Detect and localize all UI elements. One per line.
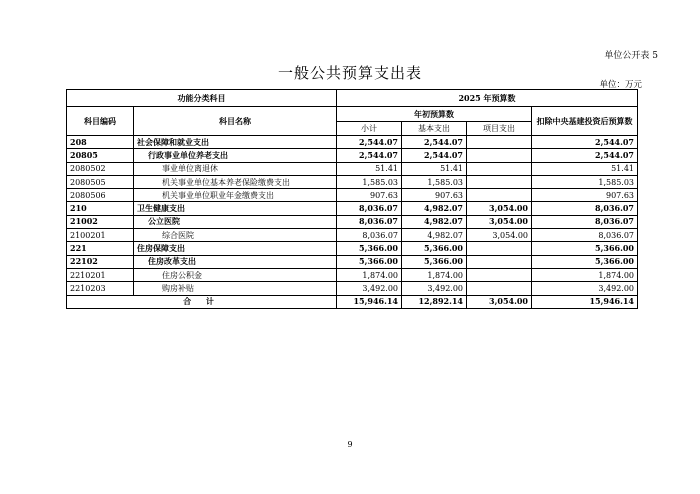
- row-code: 21002: [67, 215, 134, 228]
- header-year-budget: 2025 年预算数: [337, 90, 638, 107]
- total-subtotal: 15,946.14: [337, 295, 402, 308]
- header-basic: 基本支出: [402, 122, 467, 136]
- row-basic: 51.41: [402, 162, 467, 175]
- row-code: 221: [67, 242, 134, 255]
- row-excl: 907.63: [532, 189, 638, 202]
- table-row: [67, 149, 638, 162]
- header-subtotal: 小计: [337, 122, 402, 136]
- row-code: 210: [67, 202, 134, 215]
- row-subtotal: 2,544.07: [337, 136, 402, 149]
- row-excl: 2,544.07: [532, 149, 638, 162]
- row-name: 公立医院: [134, 215, 337, 228]
- row-name: 机关事业单位职业年金缴费支出: [134, 189, 337, 202]
- header-project: 项目支出: [467, 122, 532, 136]
- header-excl-central: 扣除中央基建投资后预算数: [532, 107, 638, 136]
- row-subtotal: 5,366.00: [337, 242, 402, 255]
- page-title: 一般公共预算支出表: [277, 64, 422, 82]
- table-row: [67, 268, 638, 281]
- row-basic: 2,544.07: [402, 149, 467, 162]
- row-subtotal: 2,544.07: [337, 149, 402, 162]
- row-excl: 8,036.07: [532, 215, 638, 228]
- row-project: [467, 136, 532, 149]
- row-name: 机关事业单位基本养老保险缴费支出: [134, 175, 337, 188]
- row-code: 208: [67, 136, 134, 149]
- header-initial-budget: 年初预算数: [337, 107, 532, 122]
- row-project: 3,054.00: [467, 202, 532, 215]
- total-row: [67, 295, 638, 308]
- row-project: [467, 189, 532, 202]
- row-subtotal: 3,492.00: [337, 282, 402, 295]
- total-project: 3,054.00: [467, 295, 532, 308]
- unit-label: 单位：万元: [599, 80, 642, 90]
- row-code: 20805: [67, 149, 134, 162]
- total-excl: 15,946.14: [532, 295, 638, 308]
- row-basic: 1,874.00: [402, 268, 467, 281]
- row-name: 事业单位离退休: [134, 162, 337, 175]
- row-project: [467, 282, 532, 295]
- row-name: 综合医院: [134, 229, 337, 242]
- row-project: 3,054.00: [467, 229, 532, 242]
- row-project: [467, 149, 532, 162]
- row-excl: 2,544.07: [532, 136, 638, 149]
- row-excl: 8,036.07: [532, 229, 638, 242]
- row-name: 社会保障和就业支出: [134, 136, 337, 149]
- row-project: [467, 162, 532, 175]
- row-basic: 1,585.03: [402, 175, 467, 188]
- row-project: [467, 255, 532, 268]
- row-name: 卫生健康支出: [134, 202, 337, 215]
- row-code: 2210201: [67, 268, 134, 281]
- total-label: 合 计: [67, 295, 337, 308]
- table-row: [67, 215, 638, 228]
- row-excl: 8,036.07: [532, 202, 638, 215]
- table-row: [67, 175, 638, 188]
- row-project: [467, 175, 532, 188]
- row-name: 购房补贴: [134, 282, 337, 295]
- row-basic: 4,982.07: [402, 229, 467, 242]
- budget-table: [66, 89, 638, 309]
- table-row: [67, 282, 638, 295]
- table-row: [67, 242, 638, 255]
- row-project: [467, 268, 532, 281]
- table-row: [67, 229, 638, 242]
- row-code: 2210203: [67, 282, 134, 295]
- row-excl: 51.41: [532, 162, 638, 175]
- row-subtotal: 907.63: [337, 189, 402, 202]
- row-basic: 5,366.00: [402, 255, 467, 268]
- row-subtotal: 1,585.03: [337, 175, 402, 188]
- table-row: [67, 255, 638, 268]
- row-subtotal: 8,036.07: [337, 215, 402, 228]
- row-code: 2080505: [67, 175, 134, 188]
- row-basic: 907.63: [402, 189, 467, 202]
- row-name: 住房改革支出: [134, 255, 337, 268]
- row-name: 住房公积金: [134, 268, 337, 281]
- table-row: [67, 136, 638, 149]
- table-row: [67, 189, 638, 202]
- table-row: [67, 162, 638, 175]
- table-number-label: 单位公开表 5: [604, 51, 658, 61]
- row-code: 2100201: [67, 229, 134, 242]
- row-code: 2080502: [67, 162, 134, 175]
- row-basic: 4,982.07: [402, 215, 467, 228]
- row-excl: 1,874.00: [532, 268, 638, 281]
- header-name: 科目名称: [134, 107, 337, 136]
- row-excl: 5,366.00: [532, 242, 638, 255]
- row-subtotal: 5,366.00: [337, 255, 402, 268]
- row-subtotal: 51.41: [337, 162, 402, 175]
- row-project: [467, 242, 532, 255]
- row-name: 行政事业单位养老支出: [134, 149, 337, 162]
- table-row: [67, 202, 638, 215]
- row-excl: 5,366.00: [532, 255, 638, 268]
- row-basic: 2,544.07: [402, 136, 467, 149]
- row-subtotal: 8,036.07: [337, 229, 402, 242]
- row-subtotal: 1,874.00: [337, 268, 402, 281]
- header-code: 科目编码: [67, 107, 134, 136]
- row-basic: 5,366.00: [402, 242, 467, 255]
- row-basic: 4,982.07: [402, 202, 467, 215]
- row-project: 3,054.00: [467, 215, 532, 228]
- header-func-class: 功能分类科目: [67, 90, 337, 107]
- row-code: 2080506: [67, 189, 134, 202]
- row-name: 住房保障支出: [134, 242, 337, 255]
- row-excl: 3,492.00: [532, 282, 638, 295]
- row-basic: 3,492.00: [402, 282, 467, 295]
- page-number: 9: [347, 440, 353, 449]
- row-excl: 1,585.03: [532, 175, 638, 188]
- row-code: 22102: [67, 255, 134, 268]
- total-basic: 12,892.14: [402, 295, 467, 308]
- row-subtotal: 8,036.07: [337, 202, 402, 215]
